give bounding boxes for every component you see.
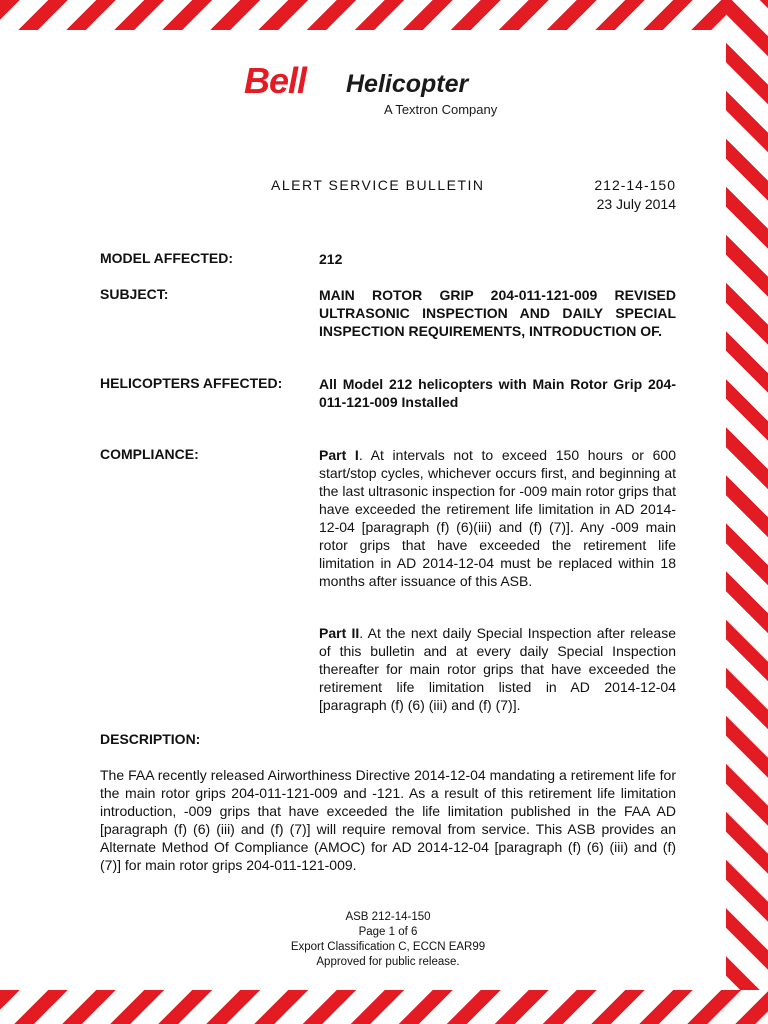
logo-tagline: A Textron Company [384,102,498,117]
logo-brand: Bell [244,60,307,101]
footer-release-note: Approved for public release. [316,956,460,968]
bell-helicopter-logo [244,60,514,120]
model-value: 212 [319,251,343,267]
bulletin-number: 212-14-150 [594,177,676,193]
model-label: MODEL AFFECTED: [100,250,233,266]
description-label: DESCRIPTION: [100,731,201,747]
part2-text: . At the next daily Special Inspection after release of this bulletin and at every daily Special Inspection thereafter for main rotor grips that have exceeded the retirement life limitation listed in AD 2014-12-04 [paragraph (f) (6) (iii) and (f) (7)]. [319,625,676,713]
logo-name: Helicopter [346,70,469,98]
compliance-part2 [319,624,676,714]
page-footer [200,910,576,970]
subject-label: SUBJECT: [100,286,169,302]
part2-label: Part II [319,625,360,641]
bulletin-title: ALERT SERVICE BULLETIN [271,177,485,193]
bulletin-date: 23 July 2014 [596,196,676,212]
part1-text: . At intervals not to exceed 150 hours or 600 start/stop cycles, whichever occurs first, and beginning at the last ultrasonic inspection for -009 main rotor grips that have exceeded the retirement life limitation in AD 2014-12-04 [paragraph (f) (6)(iii) and (f) (7)]. Any -009 main rotor grips that have exceeded the retirement life limitation in AD 2014-12-04 must be replaced within 18 months after issuance of this ASB. [319,447,677,589]
footer-export-classification: Export Classification C, ECCN EAR99 [290,941,486,953]
description-text: The FAA recently released Airworthiness Directive 2014-12-04 mandating a retirement life for the main rotor grips 204-011-121-009 and -121. As a result of this retirement life limitation introduction, -009 grips that have exceeded the life limitation published in the FAA AD [paragraph (f) (6) (iii) and (f) (7)] will require removal from service. This ASB provides an Alternate Method Of Compliance (AMOC) for AD 2014-12-04 [paragraph (f) (6) (iii) and (f) (7)] for main rotor grips 204-011-121-009. [100,767,676,873]
part1-label: Part I [319,447,359,463]
helicopters-value: All Model 212 helicopters with Main Rotor Grip 204-011-121-009 Installed [319,376,676,410]
footer-bulletin-number: ASB 212-14-150 [345,911,431,923]
hazard-stripe-right [726,0,768,1024]
compliance-label: COMPLIANCE: [100,446,199,462]
hazard-stripe-bottom [0,990,768,1024]
helicopters-label: HELICOPTERS AFFECTED: [100,375,283,391]
subject-value: MAIN ROTOR GRIP 204-011-121-009 REVISED ULTRASONIC INSPECTION AND DAILY SPECIAL INSPECTION REQUIREMENTS, INTRODUCTION OF. [319,287,676,339]
hazard-stripe-top [0,0,768,30]
compliance-part1 [319,446,676,590]
footer-page-number: Page 1 of 6 [358,926,418,938]
